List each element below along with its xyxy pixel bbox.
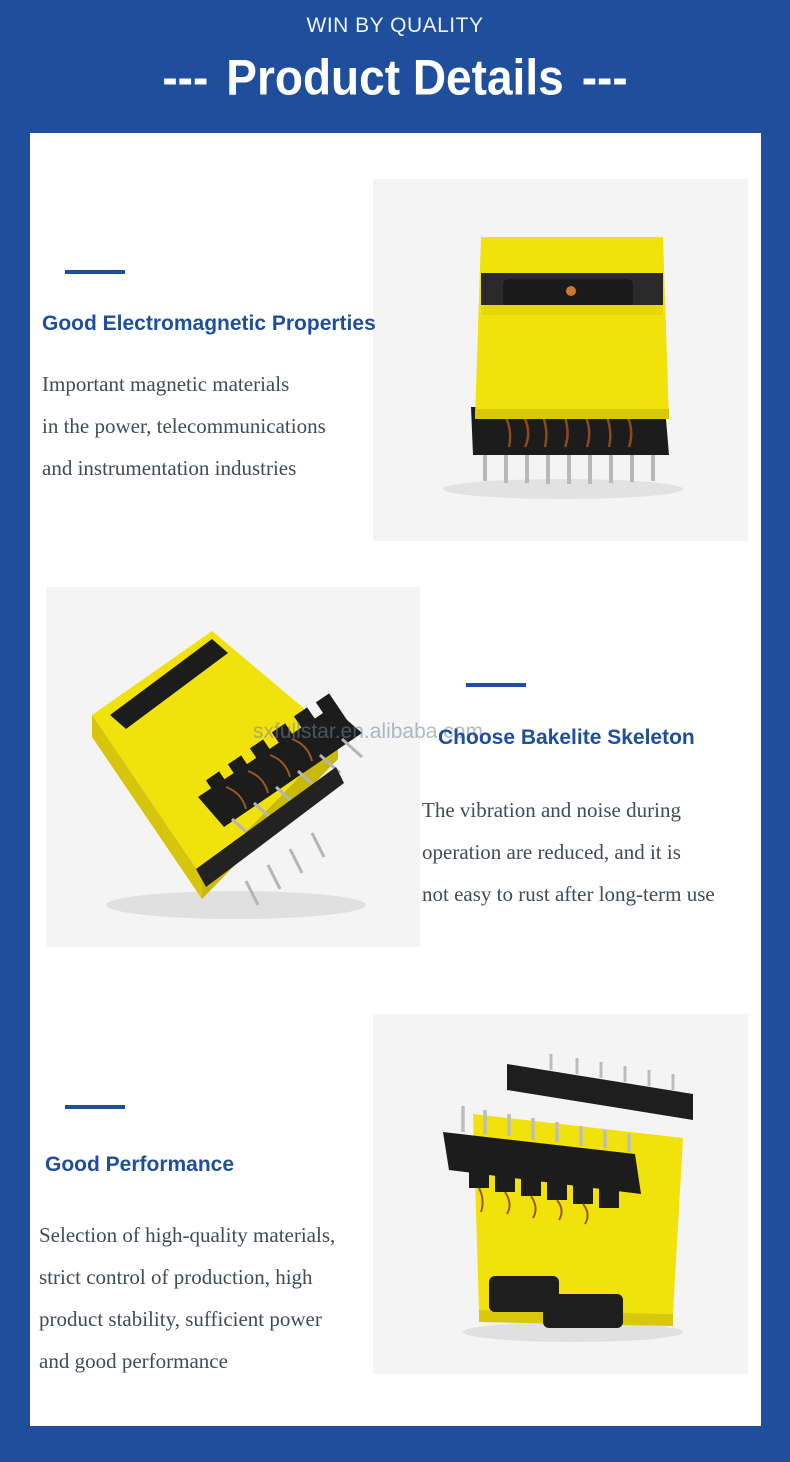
feature-title-2: Choose Bakelite Skeleton: [438, 726, 695, 749]
feature-line: strict control of production, high: [39, 1265, 313, 1289]
header-eyebrow: WIN BY QUALITY: [306, 14, 484, 37]
feature-title-1: Good Electromagnetic Properties: [42, 312, 376, 335]
watermark: sxfullstar.en.alibaba.com: [253, 720, 483, 743]
product-photo-front: [373, 179, 748, 541]
feature-line: and good performance: [39, 1349, 228, 1373]
title-text: Product Details: [226, 48, 564, 106]
feature-line: and instrumentation industries: [42, 456, 297, 480]
feature-line: in the power, telecommunications: [42, 414, 326, 438]
page-title: [0, 48, 790, 106]
section-divider-3: [65, 1105, 125, 1109]
feature-line: product stability, sufficient power: [39, 1307, 322, 1331]
feature-text-2: [422, 789, 715, 915]
feature-title-3: Good Performance: [45, 1153, 235, 1176]
feature-line: not easy to rust after long-term use: [422, 882, 715, 906]
feature-text-3: [39, 1214, 335, 1382]
product-photo-side: [46, 587, 420, 947]
section-divider-2: [466, 683, 526, 687]
feature-line: operation are reduced, and it is: [422, 840, 681, 864]
title-dash-right: ---: [581, 48, 628, 106]
feature-line: The vibration and noise during: [422, 798, 681, 822]
feature-line: Important magnetic materials: [42, 372, 290, 396]
feature-line: Selection of high-quality materials,: [39, 1223, 336, 1247]
feature-text-1: [42, 363, 326, 489]
title-dash-left: ---: [162, 48, 209, 106]
product-photo-pins: [373, 1014, 748, 1374]
section-divider-1: [65, 270, 125, 274]
